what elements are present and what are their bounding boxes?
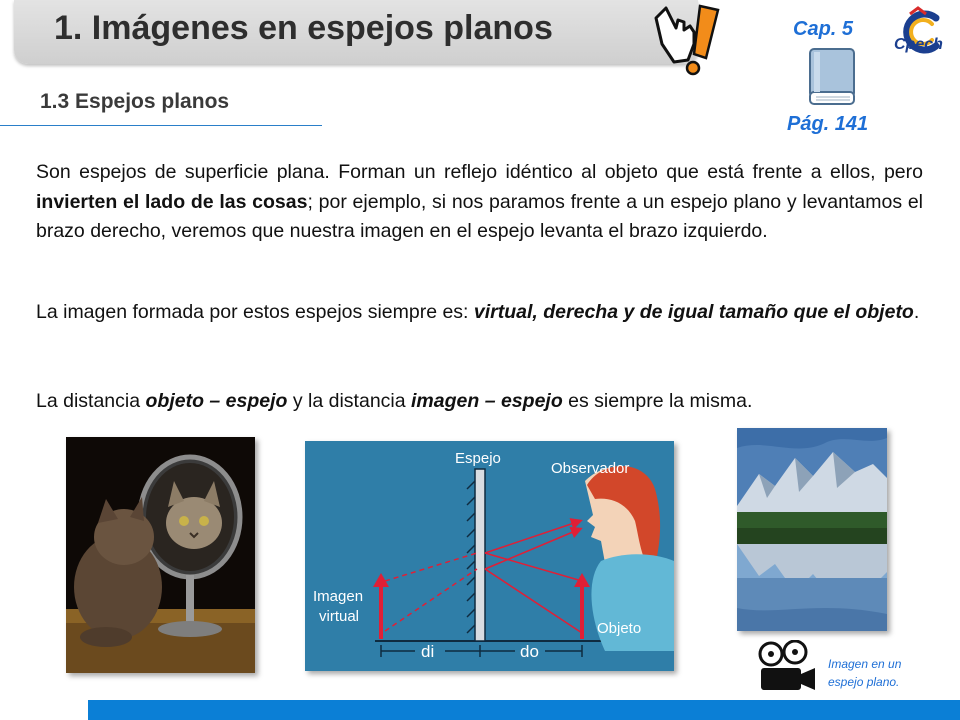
diagram-virtual-image-label-1: Imagen — [313, 588, 364, 605]
diagram-object-label: Objeto — [597, 620, 642, 637]
diagram-observer-label: Observador — [551, 460, 630, 477]
footer-bar — [88, 700, 960, 720]
paragraph-image-properties — [36, 298, 923, 328]
pointing-hand-icon — [648, 0, 724, 80]
p2-emphasis: virtual, derecha y de igual tamaño que el objeto — [473, 301, 914, 323]
p3-text-c: y la distancia — [287, 390, 412, 412]
p1-text-c: ; por ejemplo, si nos paramos frente a un espejo plano y levantamos el brazo derecho, veremos que nuestra imagen en el espejo levanta el brazo izquierdo. — [36, 190, 923, 242]
title-bar — [14, 0, 698, 64]
p2-text-a: La imagen formada por estos espejos siempre es: — [36, 301, 474, 323]
diagram-virtual-image-label-2: virtual — [319, 608, 360, 625]
p3-text-a: La distancia — [36, 390, 146, 412]
plane-mirror-diagram — [305, 441, 674, 671]
page-number-label: Pág. 141 — [787, 113, 869, 135]
cpech-logo — [892, 4, 952, 64]
p3-emphasis-image: imagen – espejo — [411, 390, 563, 412]
p3-text-e: es siempre la misma. — [562, 390, 753, 412]
cat-mirror-illustration — [66, 437, 255, 673]
cat-mirror-photo — [66, 437, 255, 673]
logo-text: Cpech — [894, 36, 943, 53]
p3-emphasis-object: objeto – espejo — [145, 390, 288, 412]
paragraph-definition — [36, 158, 923, 247]
book-icon — [804, 46, 860, 108]
movie-camera-icon — [755, 640, 817, 696]
p1-text-a: Son espejos de superficie plana. Forman un reflejo idéntico al objeto que está frente a ellos, pero — [36, 161, 923, 183]
page-title: 1. Imágenes en espejos planos — [54, 9, 553, 47]
lake-reflection-photo — [737, 428, 887, 631]
paragraph-distances — [36, 387, 923, 417]
diagram-mirror-label: Espejo — [455, 450, 501, 467]
section-subtitle: 1.3 Espejos planos — [40, 90, 230, 113]
image-caption: Imagen en un espejo plano. — [828, 657, 902, 689]
diagram-do-label: do — [520, 642, 539, 661]
chapter-label: Cap. 5 — [793, 18, 854, 40]
lake-reflection-illustration — [737, 428, 887, 631]
p2-text-c: . — [913, 301, 920, 323]
mirror-ray-diagram — [305, 441, 674, 671]
p1-emphasis: invierten el lado de las cosas — [36, 190, 308, 213]
diagram-di-label: di — [421, 642, 435, 661]
subtitle-divider — [0, 125, 322, 126]
